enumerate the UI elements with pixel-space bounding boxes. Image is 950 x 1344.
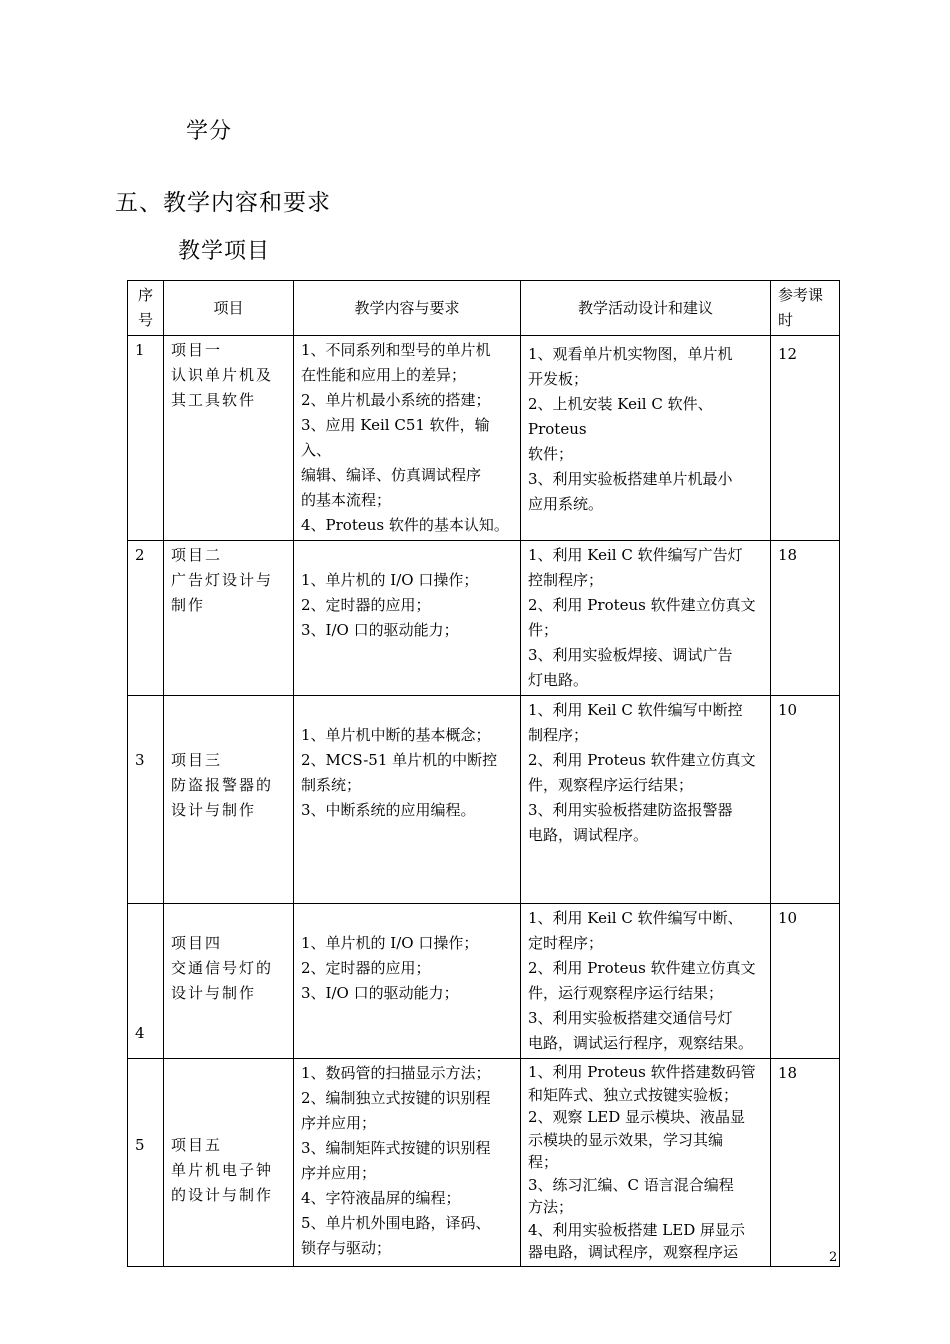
table-row xyxy=(128,904,840,1059)
row-number: 3 xyxy=(128,696,164,904)
header-hours: 参考课 时 xyxy=(771,281,840,336)
subsection-heading: 教学项目 xyxy=(178,239,271,264)
row-number: 5 xyxy=(128,1059,164,1267)
reference-hours: 18 xyxy=(771,541,840,696)
section-heading: 五、教学内容和要求 xyxy=(115,190,331,216)
table-row xyxy=(128,1059,840,1267)
reference-hours: 10 xyxy=(771,904,840,1059)
content-requirements: 1、不同系列和型号的单片机 在性能和应用上的差异； 2、单片机最小系统的搭建； 3、应用 Keil C51 软件，输入、 编辑、编译、仿真调试程序 的基本流程； 4、Proteus 软件的基本认知。 xyxy=(294,336,521,541)
table-row xyxy=(128,541,840,696)
project-name: 项目五 单片机电子钟 的设计与制作 xyxy=(164,1059,294,1267)
row-number: 1 xyxy=(128,336,164,541)
content-requirements: 1、单片机中断的基本概念； 2、MCS-51 单片机的中断控 制系统； 3、中断系统的应用编程。 xyxy=(294,696,521,904)
page-number: 2 xyxy=(829,1250,838,1265)
table-header-row xyxy=(128,281,840,336)
header-project: 项目 xyxy=(164,281,294,336)
content-requirements: 1、单片机的 I/O 口操作； 2、定时器的应用； 3、I/O 口的驱动能力； xyxy=(294,904,521,1059)
project-name: 项目二 广告灯设计与 制作 xyxy=(164,541,294,696)
content-requirements: 1、数码管的扫描显示方法； 2、编制独立式按键的识别程 序并应用； 3、编制矩阵式按键的识别程 序并应用； 4、字符液晶屏的编程； 5、单片机外围电路，译码、 锁存与驱动； xyxy=(294,1059,521,1267)
row-number: 4 xyxy=(128,904,164,1059)
table-row xyxy=(128,336,840,541)
activity-suggestions: 1、利用 Keil C 软件编写广告灯 控制程序； 2、利用 Proteus 软件建立仿真文 件； 3、利用实验板焊接、调试广告 灯电路。 xyxy=(521,541,771,696)
reference-hours: 12 xyxy=(771,336,840,541)
activity-suggestions: 1、利用 Keil C 软件编写中断控 制程序； 2、利用 Proteus 软件建立仿真文 件，观察程序运行结果； 3、利用实验板搭建防盗报警器 电路，调试程序。 xyxy=(521,696,771,904)
teaching-projects-table xyxy=(127,280,840,1267)
activity-suggestions: 1、利用 Proteus 软件搭建数码管 和矩阵式、独立式按键实验板； 2、观察 LED 显示模块、液晶显 示模块的显示效果，学习其编 程； 3、练习汇编、C 语言混合编程 方法； 4、利用实验板搭建 LED 屏显示 器电路，调试程序，观察程序运 xyxy=(521,1059,771,1267)
project-name: 项目四 交通信号灯的 设计与制作 xyxy=(164,904,294,1059)
table-row xyxy=(128,696,840,904)
activity-suggestions: 1、观看单片机实物图，单片机 开发板； 2、上机安装 Keil C 软件、Proteus 软件； 3、利用实验板搭建单片机最小 应用系统。 xyxy=(521,336,771,541)
project-name: 项目一 认识单片机及 其工具软件 xyxy=(164,336,294,541)
credit-heading: 学分 xyxy=(186,119,233,144)
reference-hours: 18 xyxy=(771,1059,840,1267)
content-requirements: 1、单片机的 I/O 口操作； 2、定时器的应用； 3、I/O 口的驱动能力； xyxy=(294,541,521,696)
header-number: 序 号 xyxy=(128,281,164,336)
reference-hours: 10 xyxy=(771,696,840,904)
project-name: 项目三 防盗报警器的 设计与制作 xyxy=(164,696,294,904)
row-number: 2 xyxy=(128,541,164,696)
header-activity: 教学活动设计和建议 xyxy=(521,281,771,336)
header-content: 教学内容与要求 xyxy=(294,281,521,336)
activity-suggestions: 1、利用 Keil C 软件编写中断、 定时程序； 2、利用 Proteus 软件建立仿真文 件，运行观察程序运行结果； 3、利用实验板搭建交通信号灯 电路，调试运行程序，观察结果。 xyxy=(521,904,771,1059)
